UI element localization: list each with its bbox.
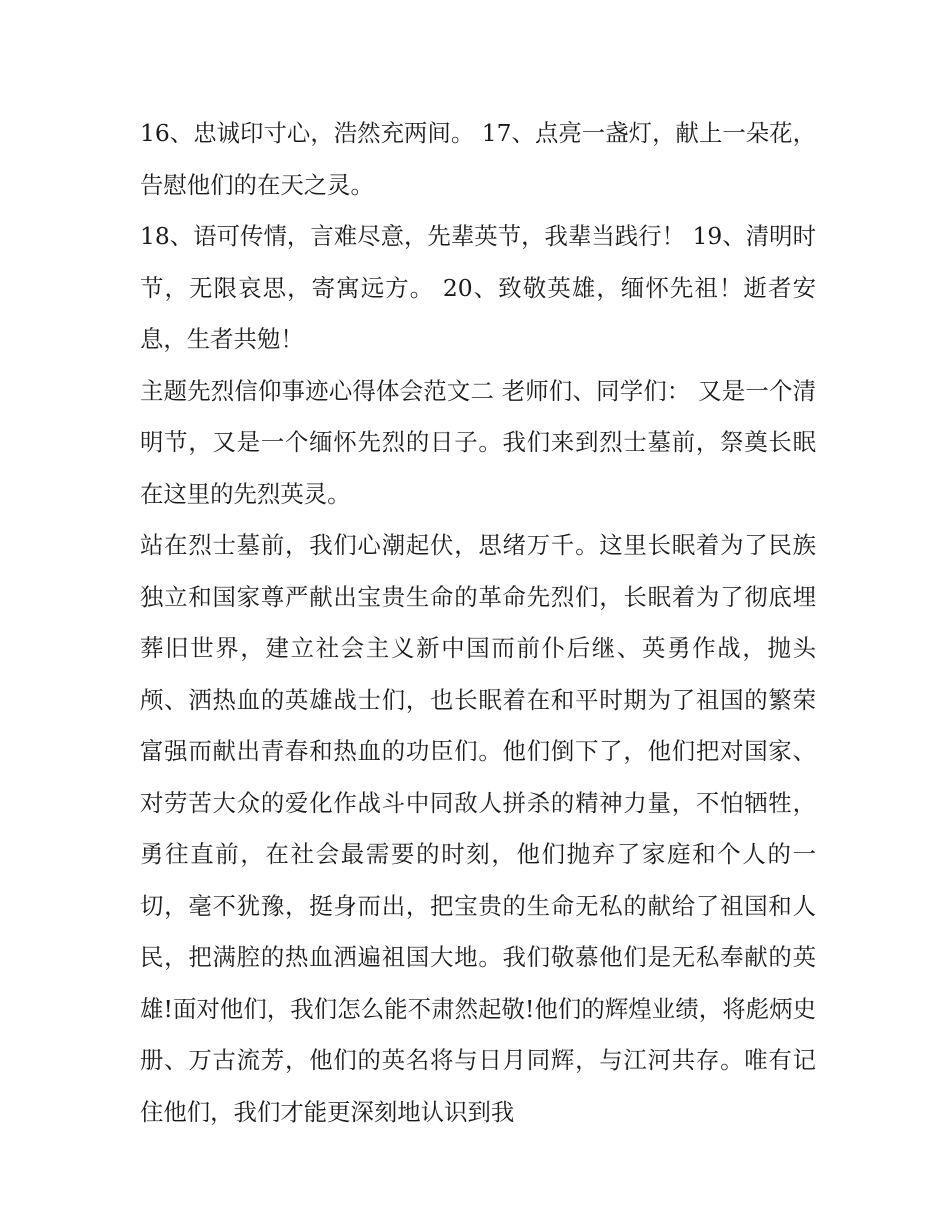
paragraph-essay-body: 站在烈士墓前，我们心潮起伏，思绪万千。这里长眠着为了民族独立和国家尊严献出宝贵生命的革命先烈们，长眠着为了彻底埋葬旧世界，建立社会主义新中国而前仆后继、英勇作战，抛头颅、洒热血的英雄战士们，也长眠着在和平时期为了祖国的繁荣富强而献出青春和热血的功臣们。他们倒下了，他们把对国家、对劳苦大众的爱化作战斗中同敌人拼杀的精神力量，不怕牺牲，勇往直前，在社会最需要的时刻，他们抛弃了家庭和个人的一切，毫不犹豫，挺身而出，把宝贵的生命无私的献给了祖国和人民，把满腔的热血洒遍祖国大地。我们敬慕他们是无私奉献的英雄!面对他们，我们怎么能不肃然起敬!他们的辉煌业绩，将彪炳史册、万古流芳，他们的英名将与日月同辉，与江河共存。唯有记住他们，我们才能更深刻地认识到我 [140,531,816,1126]
paragraph-slogans-16-17: 16、忠诚印寸心，浩然充两间。 17、点亮一盏灯，献上一朵花，告慰他们的在天之灵。 [140,119,816,199]
document-body [140,108,816,1138]
paragraph-slogans-18-20: 18、语可传情，言难尽意，先辈英节，我辈当践行！ 19、清明时节，无限哀思，寄寓远方。 20、致敬英雄，缅怀先祖！逝者安息，生者共勉！ [140,222,816,353]
paragraph-essay-intro: 主题先烈信仰事迹心得体会范文二 老师们、同学们： 又是一个清明节，又是一个缅怀先烈的日子。我们来到烈士墓前，祭奠长眠在这里的先烈英灵。 [140,376,816,508]
